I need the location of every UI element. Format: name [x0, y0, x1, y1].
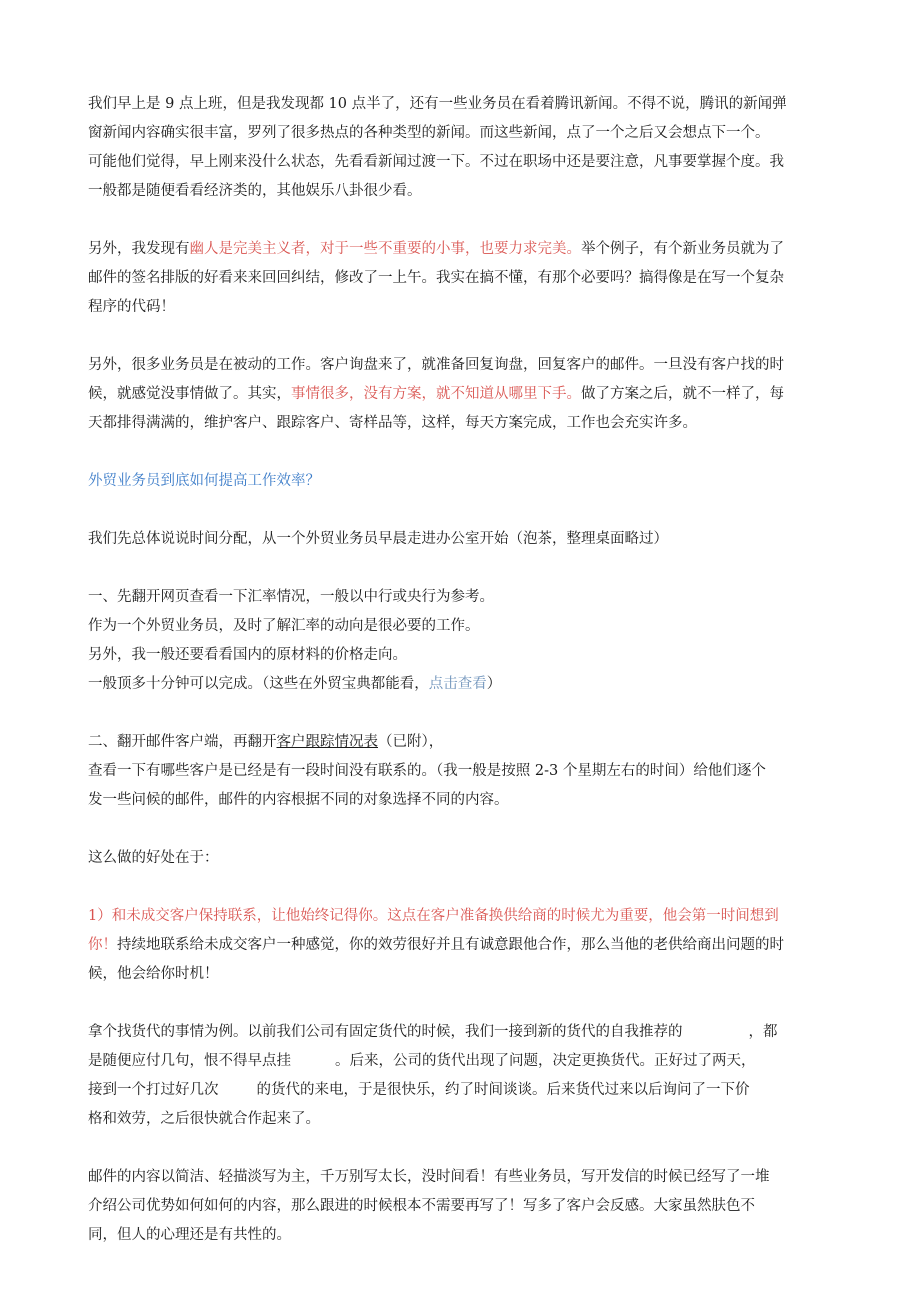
highlight-text: 事情很多，没有方案，就不知道从哪里下手。 [291, 386, 581, 402]
text-line: 介绍公司优势如何如何的内容，那么跟进的时候根本不需要再写了！写多了客户会反感。大家虽然肤色不 [88, 1198, 755, 1214]
paragraph-news-habit [88, 90, 833, 206]
paragraph-passive-work [88, 351, 833, 438]
text-line [88, 670, 833, 699]
text-line [88, 728, 833, 757]
text-segment: 接到一个打过好几次 [88, 1082, 219, 1098]
document-body [88, 90, 833, 1250]
text-line: 天都排得满满的，维护客户、跟踪客户、寄样品等，这样，每天方案完成，工作也会充实许多。 [88, 415, 697, 431]
text-line [88, 380, 833, 409]
text-segment: 的货代的来电，于是很快乐，约了时间谈谈。后来货代过来以后询问了一下价 [256, 1082, 750, 1098]
text-line: 一般都是随便看看经济类的，其他娱乐八卦很少看。 [88, 183, 422, 199]
text-segment: 持续地联系给未成交客户一种感觉，你的效劳很好并且有诚意跟他合作，那么当他的老供给商出问题的时 [117, 937, 784, 953]
text-line [88, 1047, 833, 1076]
paragraph-benefits-intro [88, 844, 833, 873]
text-line: 一、先翻开网页查看一下汇率情况，一般以中行或央行为参考。 [88, 589, 494, 605]
text-line: 查看一下有哪些客户是已经是有一段时间没有联系的。（我一般是按照 2-3 个星期左右的时间）给他们逐个 [88, 763, 766, 779]
text-segment: 二、翻开邮件客户端，再翻开 [88, 734, 277, 750]
highlight-text: 1）和未成交客户保持联系，让他始终记得你。这点在客户准备换供给商的时候尤为重要，他会第一时间想到 [88, 908, 779, 924]
text-segment: ，都 [748, 1024, 778, 1040]
text-line: 发一些问候的邮件，邮件的内容根据不同的对象选择不同的内容。 [88, 792, 509, 808]
paragraph-email-content [88, 1163, 833, 1250]
paragraph-step-two [88, 728, 833, 815]
text-segment: 做了方案之后，就不一样了，每 [581, 386, 784, 402]
highlight-text: 幽人是完美主义者，对于一些不重要的小事，也要力求完美。 [189, 241, 581, 257]
text-line: 窗新闻内容确实很丰富，罗列了很多热点的各种类型的新闻。而这些新闻，点了一个之后又会想点下一个。 [88, 125, 770, 141]
text-line: 另外，我一般还要看看国内的原材料的价格走向。 [88, 647, 407, 663]
text-segment: 一般顶多十分钟可以完成。（这些在外贸宝典都能看， [88, 676, 429, 692]
section-heading [88, 467, 833, 496]
paragraph-perfectionism [88, 235, 833, 322]
customer-tracking-sheet-link[interactable]: 客户跟踪情况表 [276, 734, 378, 750]
text-line: 作为一个外贸业务员，及时了解汇率的动向是很必要的工作。 [88, 618, 480, 634]
text-line: 程序的代码！ [88, 299, 175, 315]
paragraph-forwarder-example [88, 1018, 833, 1134]
text-line [88, 1076, 833, 1105]
text-segment: 另外，我发现有 [88, 241, 190, 257]
text-segment: 。后来，公司的货代出现了问题，决定更换货代。正好过了两天， [335, 1053, 756, 1069]
text-segment: （已附）， [378, 734, 444, 750]
text-line: 邮件的内容以简洁、轻描淡写为主，千万别写太长，没时间看！有些业务员，写开发信的时候已经写了一堆 [88, 1169, 770, 1185]
text-segment: ） [486, 676, 502, 692]
paragraph-time-allocation [88, 525, 833, 554]
text-segment: 是随便应付几句，恨不得早点挂 [88, 1053, 291, 1069]
paragraph-step-one [88, 583, 833, 699]
paragraph-benefit-one [88, 902, 833, 989]
text-line [88, 235, 833, 264]
text-segment: 举个例子，有个新业务员就为了 [581, 241, 784, 257]
text-line [88, 1018, 833, 1047]
text-line: 另外，很多业务员是在被动的工作。客户询盘来了，就准备回复询盘，回复客户的邮件。一旦没有客户找的时 [88, 357, 784, 373]
text-line: 邮件的签名排版的好看来来回回纠结，修改了一上午。我实在搞不懂，有那个必要吗？搞得像是在写一个复杂 [88, 270, 784, 286]
highlight-text: 你！ [88, 937, 117, 953]
text-line: 同，但人的心理还是有共性的。 [88, 1227, 291, 1243]
text-segment: 候，就感觉没事情做了。其实， [88, 386, 291, 402]
text-line: 候，他会给你时机！ [88, 966, 219, 982]
text-line: 可能他们觉得，早上刚来没什么状态，先看看新闻过渡一下。不过在职场中还是要注意，凡事要掌握个度。我 [88, 154, 784, 170]
text-line [88, 931, 833, 960]
text-segment: 拿个找货代的事情为例。以前我们公司有固定货代的时候，我们一接到新的货代的自我推荐的 [88, 1024, 683, 1040]
text-line: 格和效劳，之后很快就合作起来了。 [88, 1111, 320, 1127]
heading-text: 外贸业务员到底如何提高工作效率？ [88, 473, 320, 489]
text-line: 我们早上是 9 点上班，但是我发现都 10 点半了，还有一些业务员在看着腾讯新闻。不得不说，腾讯的新闻弹 [88, 96, 787, 112]
text-line: 这么做的好处在于： [88, 850, 219, 866]
click-to-view-link[interactable]: 点击查看 [428, 676, 487, 692]
text-line: 我们先总体说说时间分配，从一个外贸业务员早晨走进办公室开始（泡茶，整理桌面略过） [88, 531, 668, 547]
